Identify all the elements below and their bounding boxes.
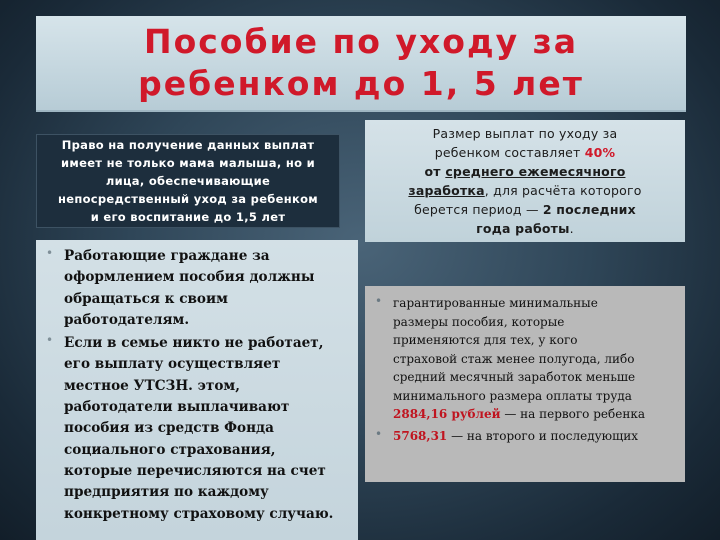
title-line-1: Пособие по уходу за [143,22,579,61]
list-item-line: местное УТСЗН. этом, [64,377,240,394]
earnings-term: заработка [408,183,485,198]
period-value: 2 последних [542,202,636,217]
eligibility-line: непосредственный уход за ребенком [57,192,318,206]
title-line-2: ребенком до 1, 5 лет [138,64,584,103]
payment-size-text: берется период — [414,202,543,217]
application-info-list [36,240,358,540]
list-item-line: которые перечисляются на счет [64,462,326,479]
list-item-line: минимального размера оплаты труда [393,388,632,403]
list-item-line: работодателям. [64,311,190,328]
title-banner [36,16,686,112]
list-item-line: применяются для тех, у кого [393,333,578,347]
list-item-line: предприятия по каждому [64,484,269,501]
average-earnings-term: среднего ежемесячного [445,164,626,179]
payment-size-text: , для расчёта которого [484,183,642,198]
list-item [46,246,350,331]
eligibility-line: и его воспитание до 1,5 лет [90,210,286,224]
payment-size-text: ребенком составляет [434,145,585,160]
list-item-line: размеры пособия, которые [393,314,565,329]
amount-description: — на второго и последующих [447,428,639,443]
eligibility-line: Право на получение данных выплат [61,138,315,152]
list-item-line: средний месячный заработок меньше [393,370,636,384]
list-item-line: страховой стаж менее полугода, либо [393,351,635,366]
eligibility-line: имеет не только мама малыша, но и [61,156,315,170]
amount-value: 5768,31 [393,428,448,443]
payment-size-line-5 [414,200,636,219]
list-item-line: гарантированные минимальные [393,296,598,310]
list-item-line: конкретному страховому случаю. [64,505,334,522]
list-item [46,333,350,525]
payment-size-text: . [569,221,574,236]
amount-first-child [393,405,677,424]
amount-second-child [393,427,677,446]
period-value: года работы [476,221,570,236]
payment-size-line-3 [425,162,626,181]
amount-value: 2884,16 рублей [393,407,501,421]
payment-percent: 40% [584,145,616,160]
payment-size-box [365,120,685,242]
list-item-line: Если в семье никто не работает, [64,335,324,352]
list-item [375,427,677,446]
list-item [375,294,677,424]
list-item-line: его выплату осуществляет [64,356,281,373]
payment-size-line-4 [408,181,641,200]
list-item-line: пособия из средств Фонда [64,420,274,437]
list-item-line: оформлением пособия должны [64,269,315,286]
minimum-amounts-list [365,286,685,482]
amount-description: — на первого ребенка [500,407,645,421]
eligibility-box [36,134,340,228]
bullet-icon: • [46,333,54,348]
bullet-icon: • [46,246,54,260]
list-item-line: Работающие граждане за [64,248,270,264]
payment-size-line-2 [435,143,616,162]
payment-size-line-1: Размер выплат по уходу за [432,126,618,141]
bullet-icon: • [375,426,383,441]
payment-size-line-6 [476,219,574,238]
bullet-icon: • [375,294,383,308]
eligibility-line: лица, обеспечивающие [105,174,271,188]
list-item-line: социального страхования, [64,441,276,458]
list-item-line: обращаться к своим [64,290,228,307]
list-item-line: работодатели выплачивают [64,399,290,416]
payment-size-prefix: от [424,164,446,179]
